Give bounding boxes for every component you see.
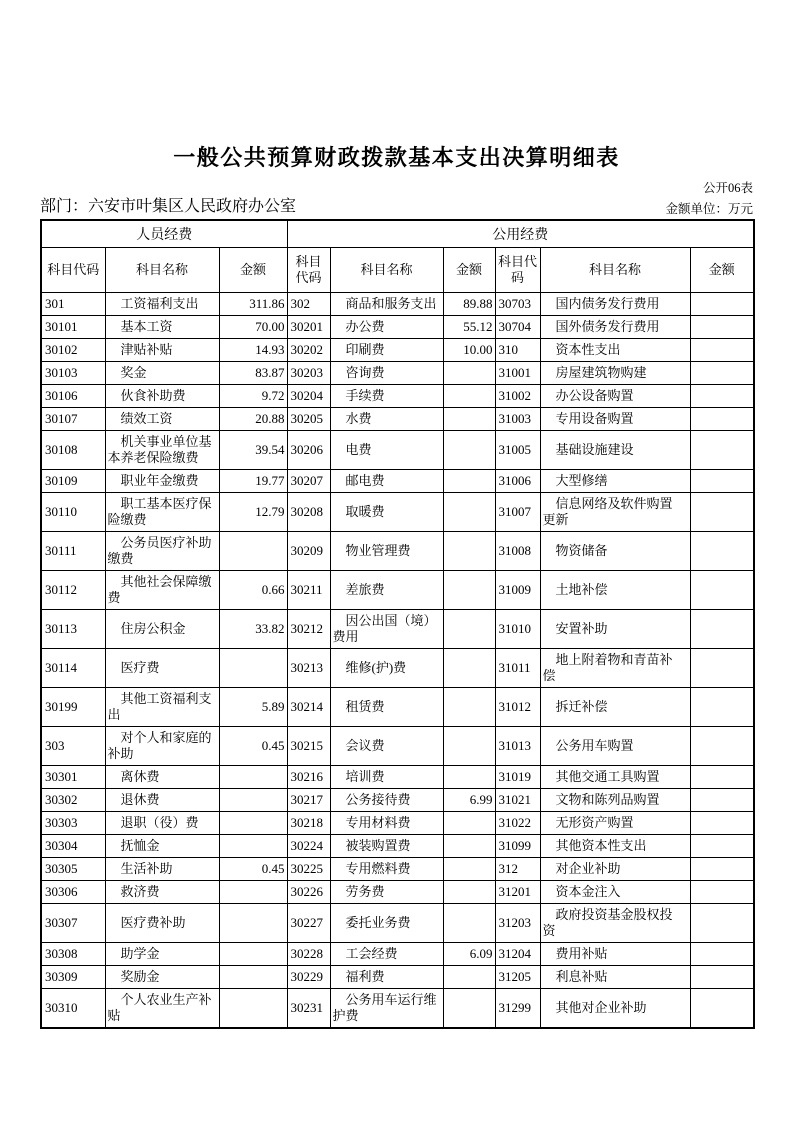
doc-number-label: 公开06表 <box>702 181 753 195</box>
amount-cell <box>443 362 495 385</box>
name-cell: 委托业务费 <box>330 904 443 943</box>
name-cell: 信息网络及软件购置更新 <box>540 493 690 532</box>
code-cell: 30103 <box>41 362 105 385</box>
amount-cell <box>219 835 287 858</box>
name-cell: 水费 <box>330 408 443 431</box>
code-cell: 31008 <box>495 532 540 571</box>
name-cell: 文物和陈列品购置 <box>540 789 690 812</box>
amount-cell <box>219 966 287 989</box>
table-row <box>41 688 754 727</box>
name-cell: 职工基本医疗保险缴费 <box>105 493 219 532</box>
amount-cell <box>443 989 495 1029</box>
amount-cell <box>443 858 495 881</box>
amount-cell <box>690 293 754 316</box>
code-cell: 30304 <box>41 835 105 858</box>
code-cell: 30106 <box>41 385 105 408</box>
amount-cell: 83.87 <box>219 362 287 385</box>
code-cell: 30203 <box>287 362 330 385</box>
code-cell: 30211 <box>287 571 330 610</box>
code-cell: 31204 <box>495 943 540 966</box>
amount-cell <box>219 904 287 943</box>
table-row <box>41 812 754 835</box>
code-cell: 30112 <box>41 571 105 610</box>
name-cell: 机关事业单位基本养老保险缴费 <box>105 431 219 470</box>
group-header-row <box>41 220 754 248</box>
name-cell: 因公出国（境）费用 <box>330 610 443 649</box>
column-header-8: 金额 <box>690 248 754 293</box>
code-cell: 301 <box>41 293 105 316</box>
amount-cell: 89.88 <box>443 293 495 316</box>
name-cell: 工会经费 <box>330 943 443 966</box>
column-header-5: 金额 <box>443 248 495 293</box>
amount-cell <box>690 835 754 858</box>
amount-cell: 6.09 <box>443 943 495 966</box>
table-row <box>41 470 754 493</box>
name-cell: 租赁费 <box>330 688 443 727</box>
table-row <box>41 881 754 904</box>
table-row <box>41 316 754 339</box>
amount-cell <box>443 966 495 989</box>
name-cell: 取暖费 <box>330 493 443 532</box>
amount-cell <box>690 881 754 904</box>
amount-cell <box>219 989 287 1029</box>
amount-cell: 12.79 <box>219 493 287 532</box>
code-cell: 30214 <box>287 688 330 727</box>
name-cell: 商品和服务支出 <box>330 293 443 316</box>
code-cell: 30109 <box>41 470 105 493</box>
amount-cell: 0.66 <box>219 571 287 610</box>
code-cell: 30224 <box>287 835 330 858</box>
name-cell: 公务员医疗补助缴费 <box>105 532 219 571</box>
name-cell: 奖金 <box>105 362 219 385</box>
table-row <box>41 966 754 989</box>
amount-cell <box>219 812 287 835</box>
code-cell: 31203 <box>495 904 540 943</box>
name-cell: 专用设备购置 <box>540 408 690 431</box>
code-cell: 30307 <box>41 904 105 943</box>
table-row <box>41 835 754 858</box>
table-row <box>41 431 754 470</box>
code-cell: 30114 <box>41 649 105 688</box>
code-cell: 30303 <box>41 812 105 835</box>
code-cell: 30308 <box>41 943 105 966</box>
amount-cell <box>690 812 754 835</box>
name-cell: 专用材料费 <box>330 812 443 835</box>
code-cell: 30201 <box>287 316 330 339</box>
table-row <box>41 649 754 688</box>
amount-cell: 6.99 <box>443 789 495 812</box>
code-cell: 31019 <box>495 766 540 789</box>
name-cell: 公务用车运行维护费 <box>330 989 443 1029</box>
code-cell: 30199 <box>41 688 105 727</box>
code-cell: 30217 <box>287 789 330 812</box>
amount-cell <box>690 989 754 1029</box>
amount-cell: 0.45 <box>219 727 287 766</box>
amount-cell <box>443 649 495 688</box>
code-cell: 31001 <box>495 362 540 385</box>
name-cell: 奖励金 <box>105 966 219 989</box>
code-cell: 31007 <box>495 493 540 532</box>
amount-cell <box>690 943 754 966</box>
code-cell: 31201 <box>495 881 540 904</box>
name-cell: 助学金 <box>105 943 219 966</box>
name-cell: 培训费 <box>330 766 443 789</box>
name-cell: 医疗费 <box>105 649 219 688</box>
code-cell: 30113 <box>41 610 105 649</box>
amount-cell <box>690 858 754 881</box>
code-cell: 31205 <box>495 966 540 989</box>
amount-cell <box>443 766 495 789</box>
amount-cell <box>690 431 754 470</box>
column-header-0: 科目代码 <box>41 248 105 293</box>
group-header-public: 公用经费 <box>287 220 754 248</box>
code-cell: 30228 <box>287 943 330 966</box>
code-cell: 30227 <box>287 904 330 943</box>
name-cell: 对企业补助 <box>540 858 690 881</box>
page-title: 一般公共预算财政拨款基本支出决算明细表 <box>173 145 620 170</box>
code-cell: 30102 <box>41 339 105 362</box>
name-cell: 劳务费 <box>330 881 443 904</box>
code-cell: 31009 <box>495 571 540 610</box>
amount-cell: 39.54 <box>219 431 287 470</box>
code-cell: 31002 <box>495 385 540 408</box>
table-row <box>41 904 754 943</box>
code-cell: 30218 <box>287 812 330 835</box>
table-row <box>41 362 754 385</box>
code-cell: 31299 <box>495 989 540 1029</box>
name-cell: 土地补偿 <box>540 571 690 610</box>
code-cell: 30202 <box>287 339 330 362</box>
code-cell: 31021 <box>495 789 540 812</box>
column-header-4: 科目名称 <box>330 248 443 293</box>
table-row <box>41 293 754 316</box>
amount-cell: 9.72 <box>219 385 287 408</box>
name-cell: 其他工资福利支出 <box>105 688 219 727</box>
column-header-6: 科目代码 <box>495 248 540 293</box>
code-cell: 30305 <box>41 858 105 881</box>
code-cell: 303 <box>41 727 105 766</box>
meta-row <box>40 197 753 217</box>
code-cell: 30207 <box>287 470 330 493</box>
name-cell: 无形资产购置 <box>540 812 690 835</box>
name-cell: 电费 <box>330 431 443 470</box>
name-cell: 公务接待费 <box>330 789 443 812</box>
amount-cell <box>690 385 754 408</box>
code-cell: 30213 <box>287 649 330 688</box>
name-cell: 个人农业生产补贴 <box>105 989 219 1029</box>
code-cell: 31003 <box>495 408 540 431</box>
code-cell: 30310 <box>41 989 105 1029</box>
amount-cell <box>690 789 754 812</box>
name-cell: 住房公积金 <box>105 610 219 649</box>
code-cell: 30704 <box>495 316 540 339</box>
amount-cell <box>443 812 495 835</box>
group-header-personnel: 人员经费 <box>41 220 287 248</box>
code-cell: 30212 <box>287 610 330 649</box>
code-cell: 30108 <box>41 431 105 470</box>
code-cell: 30204 <box>287 385 330 408</box>
name-cell: 物业管理费 <box>330 532 443 571</box>
unit-label: 金额单位：万元 <box>665 202 753 216</box>
amount-cell: 19.77 <box>219 470 287 493</box>
amount-cell <box>690 493 754 532</box>
amount-cell <box>690 727 754 766</box>
amount-cell <box>690 571 754 610</box>
name-cell: 拆迁补偿 <box>540 688 690 727</box>
table-row <box>41 766 754 789</box>
amount-cell <box>219 881 287 904</box>
name-cell: 绩效工资 <box>105 408 219 431</box>
name-cell: 利息补贴 <box>540 966 690 989</box>
amount-cell: 311.86 <box>219 293 287 316</box>
amount-cell <box>690 362 754 385</box>
code-cell: 30205 <box>287 408 330 431</box>
code-cell: 31022 <box>495 812 540 835</box>
name-cell: 政府投资基金股权投资 <box>540 904 690 943</box>
amount-cell <box>690 532 754 571</box>
name-cell: 退休费 <box>105 789 219 812</box>
table-row <box>41 408 754 431</box>
amount-cell <box>219 766 287 789</box>
amount-cell <box>443 385 495 408</box>
amount-cell <box>443 904 495 943</box>
code-cell: 31012 <box>495 688 540 727</box>
amount-cell: 70.00 <box>219 316 287 339</box>
name-cell: 国内债务发行费用 <box>540 293 690 316</box>
amount-cell: 5.89 <box>219 688 287 727</box>
amount-cell <box>443 470 495 493</box>
code-cell: 30208 <box>287 493 330 532</box>
amount-cell <box>690 688 754 727</box>
amount-cell <box>690 904 754 943</box>
amount-cell <box>443 431 495 470</box>
amount-cell: 0.45 <box>219 858 287 881</box>
name-cell: 其他对企业补助 <box>540 989 690 1029</box>
column-header-1: 科目名称 <box>105 248 219 293</box>
code-cell: 312 <box>495 858 540 881</box>
amount-cell: 10.00 <box>443 339 495 362</box>
column-header-row <box>41 248 754 293</box>
amount-cell <box>219 943 287 966</box>
name-cell: 退职（役）费 <box>105 812 219 835</box>
table-row <box>41 943 754 966</box>
amount-cell <box>219 649 287 688</box>
table-row <box>41 493 754 532</box>
code-cell: 31099 <box>495 835 540 858</box>
code-cell: 30216 <box>287 766 330 789</box>
name-cell: 办公设备购置 <box>540 385 690 408</box>
code-cell: 30229 <box>287 966 330 989</box>
name-cell: 印刷费 <box>330 339 443 362</box>
code-cell: 310 <box>495 339 540 362</box>
amount-cell: 33.82 <box>219 610 287 649</box>
code-cell: 30306 <box>41 881 105 904</box>
code-cell: 30309 <box>41 966 105 989</box>
code-cell: 30206 <box>287 431 330 470</box>
amount-cell <box>219 532 287 571</box>
column-header-7: 科目名称 <box>540 248 690 293</box>
name-cell: 工资福利支出 <box>105 293 219 316</box>
name-cell: 其他交通工具购置 <box>540 766 690 789</box>
amount-cell <box>690 316 754 339</box>
amount-cell <box>443 493 495 532</box>
code-cell: 30231 <box>287 989 330 1029</box>
amount-cell <box>690 766 754 789</box>
amount-cell: 20.88 <box>219 408 287 431</box>
name-cell: 手续费 <box>330 385 443 408</box>
amount-cell <box>690 966 754 989</box>
amount-cell <box>219 789 287 812</box>
name-cell: 国外债务发行费用 <box>540 316 690 339</box>
name-cell: 离休费 <box>105 766 219 789</box>
amount-cell <box>690 470 754 493</box>
name-cell: 生活补助 <box>105 858 219 881</box>
name-cell: 其他社会保障缴费 <box>105 571 219 610</box>
name-cell: 资本性支出 <box>540 339 690 362</box>
amount-cell <box>443 532 495 571</box>
amount-cell <box>443 408 495 431</box>
table-row <box>41 571 754 610</box>
amount-cell <box>443 835 495 858</box>
amount-cell: 14.93 <box>219 339 287 362</box>
amount-cell <box>443 571 495 610</box>
name-cell: 基本工资 <box>105 316 219 339</box>
name-cell: 救济费 <box>105 881 219 904</box>
name-cell: 津贴补贴 <box>105 339 219 362</box>
amount-cell <box>443 881 495 904</box>
expenditure-table <box>40 219 755 1029</box>
code-cell: 30226 <box>287 881 330 904</box>
name-cell: 邮电费 <box>330 470 443 493</box>
code-cell: 30209 <box>287 532 330 571</box>
name-cell: 物资储备 <box>540 532 690 571</box>
code-cell: 31010 <box>495 610 540 649</box>
name-cell: 公务用车购置 <box>540 727 690 766</box>
code-cell: 30111 <box>41 532 105 571</box>
name-cell: 维修(护)费 <box>330 649 443 688</box>
name-cell: 房屋建筑物购建 <box>540 362 690 385</box>
code-cell: 30301 <box>41 766 105 789</box>
amount-cell <box>690 610 754 649</box>
amount-cell <box>443 727 495 766</box>
name-cell: 基础设施建设 <box>540 431 690 470</box>
name-cell: 其他资本性支出 <box>540 835 690 858</box>
name-cell: 大型修缮 <box>540 470 690 493</box>
code-cell: 302 <box>287 293 330 316</box>
amount-cell <box>443 610 495 649</box>
code-cell: 30225 <box>287 858 330 881</box>
table-row <box>41 727 754 766</box>
name-cell: 地上附着物和青苗补偿 <box>540 649 690 688</box>
amount-cell <box>690 339 754 362</box>
name-cell: 被装购置费 <box>330 835 443 858</box>
name-cell: 资本金注入 <box>540 881 690 904</box>
amount-cell <box>690 408 754 431</box>
amount-cell <box>443 688 495 727</box>
table-row <box>41 858 754 881</box>
name-cell: 安置补助 <box>540 610 690 649</box>
name-cell: 福利费 <box>330 966 443 989</box>
table-row <box>41 339 754 362</box>
table-row <box>41 789 754 812</box>
name-cell: 医疗费补助 <box>105 904 219 943</box>
name-cell: 抚恤金 <box>105 835 219 858</box>
name-cell: 专用燃料费 <box>330 858 443 881</box>
code-cell: 31011 <box>495 649 540 688</box>
name-cell: 伙食补助费 <box>105 385 219 408</box>
code-cell: 31006 <box>495 470 540 493</box>
name-cell: 办公费 <box>330 316 443 339</box>
name-cell: 会议费 <box>330 727 443 766</box>
table-row <box>41 610 754 649</box>
name-cell: 费用补贴 <box>540 943 690 966</box>
column-header-3: 科目代码 <box>287 248 330 293</box>
amount-cell <box>690 649 754 688</box>
name-cell: 咨询费 <box>330 362 443 385</box>
table-row <box>41 385 754 408</box>
code-cell: 30215 <box>287 727 330 766</box>
table-row <box>41 989 754 1029</box>
name-cell: 对个人和家庭的补助 <box>105 727 219 766</box>
code-cell: 31013 <box>495 727 540 766</box>
amount-cell: 55.12 <box>443 316 495 339</box>
code-cell: 30703 <box>495 293 540 316</box>
column-header-2: 金额 <box>219 248 287 293</box>
department-label: 部门：六安市叶集区人民政府办公室 <box>40 198 297 215</box>
code-cell: 30107 <box>41 408 105 431</box>
code-cell: 31005 <box>495 431 540 470</box>
name-cell: 差旅费 <box>330 571 443 610</box>
code-cell: 30302 <box>41 789 105 812</box>
name-cell: 职业年金缴费 <box>105 470 219 493</box>
table-row <box>41 532 754 571</box>
code-cell: 30110 <box>41 493 105 532</box>
code-cell: 30101 <box>41 316 105 339</box>
